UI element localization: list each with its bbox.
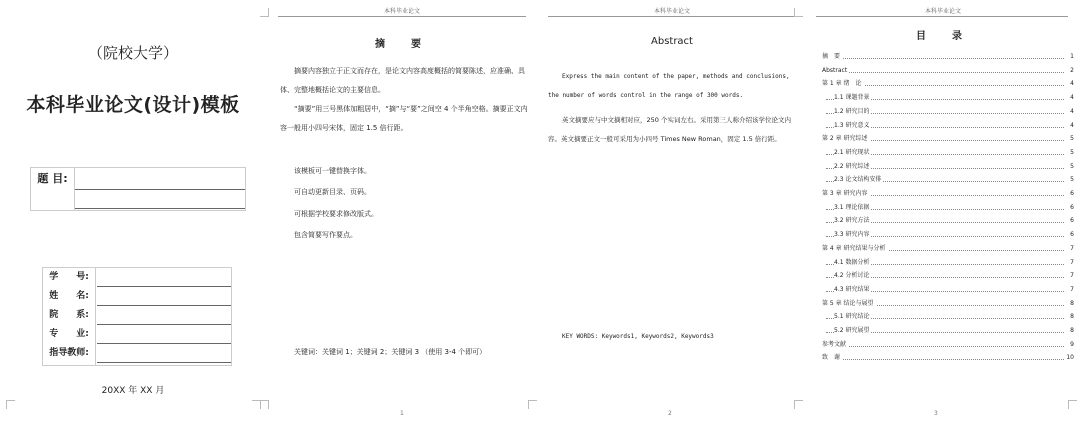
name-label: 姓 名: [49, 291, 89, 301]
toc-entry-title: Abstract [822, 65, 849, 77]
toc-entry[interactable] [822, 92, 1074, 104]
toc-entry-title: 摘 要 [822, 51, 842, 63]
abstract-paragraph: 摘要内容独立于正文而存在，是论文内容高度概括的简要陈述，应准确、具体、完整地概括论文的主要信息。 [280, 67, 525, 94]
header-rule [816, 16, 1068, 17]
info-row [43, 306, 231, 325]
toc-entry[interactable] [822, 65, 1074, 77]
toc-entry-title: 3.3 研究内容 [834, 229, 871, 241]
toc-entry-title: 3.2 研究方法 [834, 215, 871, 227]
toc-entry-title: 2.2 研究综述 [834, 161, 871, 173]
department-label: 院 系: [49, 310, 89, 320]
toc-entry-page: 5 [1068, 147, 1074, 159]
major-label: 专 业: [49, 329, 89, 339]
toc-entry-page: 4 [1068, 120, 1074, 132]
toc-entry-page: 10 [1064, 352, 1074, 364]
toc-entry[interactable] [822, 133, 1074, 145]
toc-entry-page: 1 [1068, 51, 1074, 63]
toc-entry[interactable] [822, 243, 1074, 255]
toc-entry-page: 5 [1068, 133, 1074, 145]
toc-entry-title: 4.1 数据分析 [834, 257, 871, 269]
toc-leader [826, 359, 1064, 360]
page-number: 2 [668, 410, 672, 417]
toc-entry-page: 7 [1068, 257, 1074, 269]
toc-entry-title: 1.2 研究目的 [834, 106, 871, 118]
toc-entry-title: 5.1 研究结论 [834, 311, 871, 323]
toc-entry-page: 6 [1068, 202, 1074, 214]
toc-entry-title: 第 3 章 研究内容 [822, 188, 870, 200]
toc-entry-page: 8 [1068, 325, 1074, 337]
crop-mark [1068, 400, 1077, 409]
toc-leader [826, 346, 1064, 347]
toc-entry-page: 7 [1068, 270, 1074, 282]
toc-entry-page: 5 [1068, 174, 1074, 186]
toc-entry-title: 第 2 章 研究综述 [822, 133, 870, 145]
toc-entry-page: 4 [1068, 92, 1074, 104]
info-row [43, 344, 231, 363]
crop-mark [528, 400, 537, 409]
page-number: 3 [934, 410, 938, 417]
toc-page [806, 0, 1080, 427]
template-note: 可自动更新目录、页码。 [294, 188, 371, 196]
header-rule [548, 16, 796, 17]
info-row [43, 268, 231, 287]
toc-entry[interactable] [822, 78, 1074, 90]
toc-entry[interactable] [822, 270, 1074, 282]
toc-entry-title: 第 1 章 绪 论 [822, 78, 864, 90]
topic-line[interactable] [75, 208, 245, 209]
toc-entry-page: 2 [1068, 65, 1074, 77]
page-number: 1 [400, 410, 404, 417]
toc-entry[interactable] [822, 298, 1074, 310]
thesis-title: 本科毕业论文(设计)模板 [26, 94, 240, 116]
page-header: 本科毕业论文 [383, 8, 420, 15]
abstract-paragraph: Express the main content of the paper, methods and conclusions, the number of words control in the range of 300 words. [548, 73, 790, 99]
cover-page [0, 0, 266, 427]
toc-entry[interactable] [822, 51, 1074, 63]
crop-mark [260, 400, 269, 409]
toc-entry[interactable] [822, 325, 1074, 337]
student-info-table [42, 267, 232, 366]
toc-entry-title: 第 5 章 结论与展望 [822, 298, 876, 310]
info-row [43, 325, 231, 344]
template-note: 包含简要写作要点。 [294, 231, 357, 239]
toc-entry-title: 2.3 论文结构安排 [834, 174, 883, 186]
toc-list [822, 51, 1074, 371]
topic-box [30, 167, 246, 211]
header-rule [278, 16, 526, 17]
topic-line[interactable] [75, 189, 245, 190]
abstract-paragraph: 英文摘要应与中文摘相对应，250 个实词左右。采用第三人称介绍该学位论文内容。英文摘要正文一般可采用为小四号 Times New Roman，固定 1.5 倍行距。 [548, 116, 791, 143]
toc-entry-page: 7 [1068, 243, 1074, 255]
toc-entry[interactable] [822, 106, 1074, 118]
toc-entry-page: 6 [1068, 229, 1074, 241]
toc-entry[interactable] [822, 339, 1074, 351]
crop-mark [6, 400, 15, 409]
toc-entry-page: 6 [1068, 215, 1074, 227]
toc-entry[interactable] [822, 257, 1074, 269]
toc-entry-page: 9 [1068, 339, 1074, 351]
cover-date: 20XX 年 XX 月 [101, 386, 165, 396]
crop-mark [260, 8, 269, 17]
toc-entry-title: 5.2 研究展望 [834, 325, 871, 337]
keywords-line: KEY WORDS: Keywords1, Keywords2, Keywords3 [562, 333, 714, 340]
toc-entry-page: 4 [1068, 78, 1074, 90]
toc-entry-page: 8 [1068, 298, 1074, 310]
toc-entry[interactable] [822, 147, 1074, 159]
toc-entry[interactable] [822, 161, 1074, 173]
abstract-heading: Abstract [651, 36, 693, 47]
toc-entry[interactable] [822, 202, 1074, 214]
toc-entry-page: 6 [1068, 188, 1074, 200]
advisor-label: 指导教师: [49, 348, 89, 358]
toc-entry[interactable] [822, 188, 1074, 200]
toc-entry[interactable] [822, 352, 1074, 364]
toc-entry-title: 4.3 研究结果 [834, 284, 871, 296]
toc-entry-title: 2.1 研究现状 [834, 147, 871, 159]
abstract-cn-page [266, 0, 538, 427]
keywords-line: 关键词：关键词 1；关键词 2；关键词 3 （使用 3-4 个即可） [294, 348, 487, 356]
toc-entry-title: 3.1 理论依据 [834, 202, 871, 214]
abstract-paragraph: “摘要”用三号黑体加粗居中，“摘”与“要”之间空 4 个半角空格。摘要正文内容一般用小四号宋体，固定 1.5 倍行距。 [280, 105, 528, 132]
abstract-heading: 摘 要 [375, 39, 429, 50]
template-note: 可根据学校要求修改版式。 [294, 210, 378, 218]
school-name: （院校大学） [87, 44, 178, 62]
toc-entry-title: 致 谢 [822, 352, 842, 364]
page-header: 本科毕业论文 [924, 8, 961, 15]
toc-entry-title: 1.3 研究意义 [834, 120, 871, 132]
crop-mark [794, 8, 803, 17]
toc-leader [826, 72, 1064, 73]
advisor-field[interactable] [97, 362, 231, 363]
toc-entry[interactable] [822, 174, 1074, 186]
toc-entry[interactable] [822, 229, 1074, 241]
toc-entry-page: 7 [1068, 284, 1074, 296]
toc-entry-page: 5 [1068, 161, 1074, 173]
topic-label: 题 目: [37, 172, 68, 185]
page-header: 本科毕业论文 [653, 8, 690, 15]
toc-entry[interactable] [822, 311, 1074, 323]
info-row [43, 287, 231, 306]
toc-entry-title: 1.1 课题背景 [834, 92, 871, 104]
toc-entry[interactable] [822, 120, 1074, 132]
toc-heading: 目 录 [916, 31, 970, 42]
toc-entry-page: 8 [1068, 311, 1074, 323]
toc-entry-page: 4 [1068, 106, 1074, 118]
template-note: 该模板可一键替换字体。 [294, 167, 371, 175]
toc-entry-title: 4.2 分析讨论 [834, 270, 871, 282]
abstract-en-page [538, 0, 806, 427]
toc-leader [826, 58, 1064, 59]
crop-mark [794, 400, 803, 409]
toc-entry[interactable] [822, 215, 1074, 227]
student-id-label: 学 号: [49, 272, 89, 282]
toc-entry[interactable] [822, 284, 1074, 296]
toc-entry-title: 第 4 章 研究结果与分析 [822, 243, 888, 255]
toc-entry-title: 参考文献 [822, 339, 848, 351]
